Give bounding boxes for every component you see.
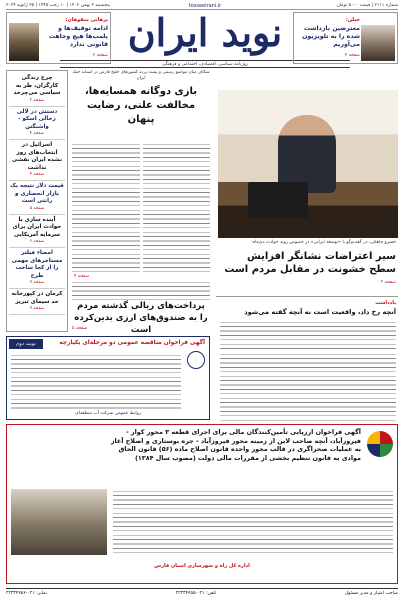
interview-ref[interactable]: صفحه ۳	[380, 280, 396, 285]
ad-road-photo	[11, 489, 107, 555]
teaser-kicker-left: برهانی متقوهان:	[65, 17, 108, 23]
interview-photo	[218, 90, 398, 238]
footer-fax: نمابر: ۰۲۱-۲۲۳۳۴۴۵۶	[6, 591, 47, 596]
sidebar-item-ref: صفحه ۴	[29, 131, 45, 136]
newspaper-title: نوید ایران	[127, 10, 283, 55]
ad-road-body	[113, 489, 393, 555]
sidebar-item[interactable]	[9, 181, 65, 215]
lead-kicker: شکاف میان مواضع رسمی و پشت پرده کشورهای خلیج فارس در آستانه جنگ ایران	[72, 70, 210, 81]
footer-phone: تلفن: ۰۲۱-۲۲۳۳۴۴۵۵	[175, 591, 217, 596]
sidebar-item[interactable]	[9, 248, 65, 289]
lead-ref[interactable]: صفحه ۴	[74, 274, 90, 279]
sidebar-item-title: اسرائیل در انتخاب‌های روز نشده ایران نقشی نداشت	[12, 142, 62, 171]
lead-headline	[72, 85, 210, 127]
ad-road[interactable]	[6, 424, 398, 584]
teaser-ref-left: صفحه ۲	[92, 53, 108, 58]
footer-note: صاحب امتیاز و مدیر مسئول	[344, 591, 398, 596]
short-news-headline[interactable]: آنچه رخ داد، واقعیت است نه آنچه گفته می‌شود	[244, 308, 396, 316]
lead-story[interactable]	[72, 70, 210, 140]
ad-road-title: آگهی فراخوان ارزیابی تأمین‌کنندگان مالی برای اجرای قطعه ۳ محور کوار - فیروزآباد، آنچه صاحب لاین از زمینه محور فیروزآباد - جره بوستاری و اصلاح آغاز به عملیات صحراگری در قالب محور واحده قانون اصلاح ماده (۵۶) قانون الحاق موادی به قانون تنظیم بخشی از مقررات مالی دولت (مصوب سال ۱۳۸۴)	[110, 428, 361, 462]
issue-line: شماره ۲۱۱۱ | قیمت ۵۰۰۰ تومان	[336, 3, 398, 8]
footer	[6, 588, 398, 598]
second-ref[interactable]: صفحه ۵	[72, 326, 88, 331]
sidebar-item[interactable]	[9, 140, 65, 181]
interview-headline[interactable]: سیر اعتراضات نشانگر افزایش سطح خشونت در مقابل مردم است	[224, 251, 396, 275]
ad-road-footer: اداره کل راه و شهرسازی استان فارس	[154, 563, 250, 569]
short-news-kicker: یادداشت	[375, 300, 396, 306]
sidebar-item-ref: صفحه ۵	[29, 205, 45, 211]
sidebar-item-title: کرمان در کپورخانه حد سیمای تبریز	[11, 291, 63, 305]
ad-road-logo	[367, 431, 393, 457]
sidebar-item-title: امضاء فیلتر مستاجر‌های مهمی را از کجا ساخت طرح	[11, 250, 63, 279]
site-url[interactable]: tosseeirani.ir	[188, 3, 222, 9]
sidebar-item[interactable]	[9, 215, 65, 249]
teaser-photo-left	[9, 23, 39, 61]
second-headline[interactable]: پرداخت‌های ریالی گذشته مردم را به صندوق‌های ارزی بدین‌کرده است	[74, 301, 208, 335]
second-body	[72, 280, 210, 300]
sidebar-item-ref: صفحه ۴	[29, 172, 45, 177]
sidebar-item-title: چرخ زندگی کارگران، ظر به سیاسی می‌چرخد	[13, 75, 61, 96]
sidebar-item-title: قیمت دلار نتیجه یک بازار انحصاری و رانتی است	[10, 183, 64, 204]
sidebar	[6, 70, 68, 332]
sidebar-item-title: آینده سازی با حوادث ایران برای سرمایه آمریکایی	[12, 216, 62, 238]
sidebar-item-ref: صفحه ۶	[29, 239, 45, 244]
ad-tag: نوبت دوم	[9, 339, 43, 349]
ad-logo	[187, 351, 205, 369]
sidebar-item[interactable]	[9, 73, 65, 107]
newspaper-subtitle: روزنامه سیاسی، اقتصادی، اجتماعی و فرهنگی	[60, 60, 350, 68]
ad-title: آگهی فراخوان مناقصه عمومی دو مرحله‌ای یکپارچه	[59, 340, 205, 346]
ad-tender[interactable]	[6, 336, 210, 420]
top-left-teaser[interactable]	[6, 12, 111, 64]
sidebar-item-ref: صفحه ۲	[29, 97, 45, 103]
sidebar-item-ref: صفحه ۷	[29, 280, 45, 285]
short-news-body	[220, 320, 396, 350]
ad-footer: روابط عمومی شرکت آب منطقه‌ای	[75, 411, 141, 416]
sidebar-item-title: دستش در لالی رخالی اسکو - واشنگتن	[16, 108, 58, 130]
teaser-title: معترضین بازداشت شده را به تلویزیون می‌آوریم	[302, 25, 360, 48]
lead-body	[72, 142, 140, 272]
sidebar-item-ref: صفحه ۷	[29, 306, 45, 311]
teaser-kicker: جیلن:	[345, 17, 360, 23]
date-text: پنجشنبه ۲ بهمن ۱۴۰۲ | ۱۰ رجب ۱۴۴۵ | ۲۵ ژانویه ۲۰۲۴	[6, 3, 110, 8]
teaser-photo	[361, 25, 395, 61]
top-right-teaser[interactable]	[293, 12, 398, 64]
sidebar-item[interactable]	[9, 289, 65, 315]
teaser-ref: صفحه ۲	[344, 53, 360, 58]
divider	[216, 296, 398, 297]
sidebar-item[interactable]	[9, 107, 65, 141]
ad-body	[11, 353, 181, 409]
teaser-title-left: ادامه توقیف‌ها و پلمب‌ها هیچ وجاهت قانونی ندارد	[48, 25, 108, 48]
lead-headline-text: بازی دوگانه همسایه‌ها، مخالفت علنی، رضایت پنهان	[84, 86, 197, 125]
lead-body-2	[143, 142, 210, 272]
right-body	[220, 352, 396, 422]
interview-caption: خسرو چاهکی، در گفت‌وگو با «توسعه ایرانی» در خصوص روند حوادث دی‌ماه:	[251, 240, 396, 245]
